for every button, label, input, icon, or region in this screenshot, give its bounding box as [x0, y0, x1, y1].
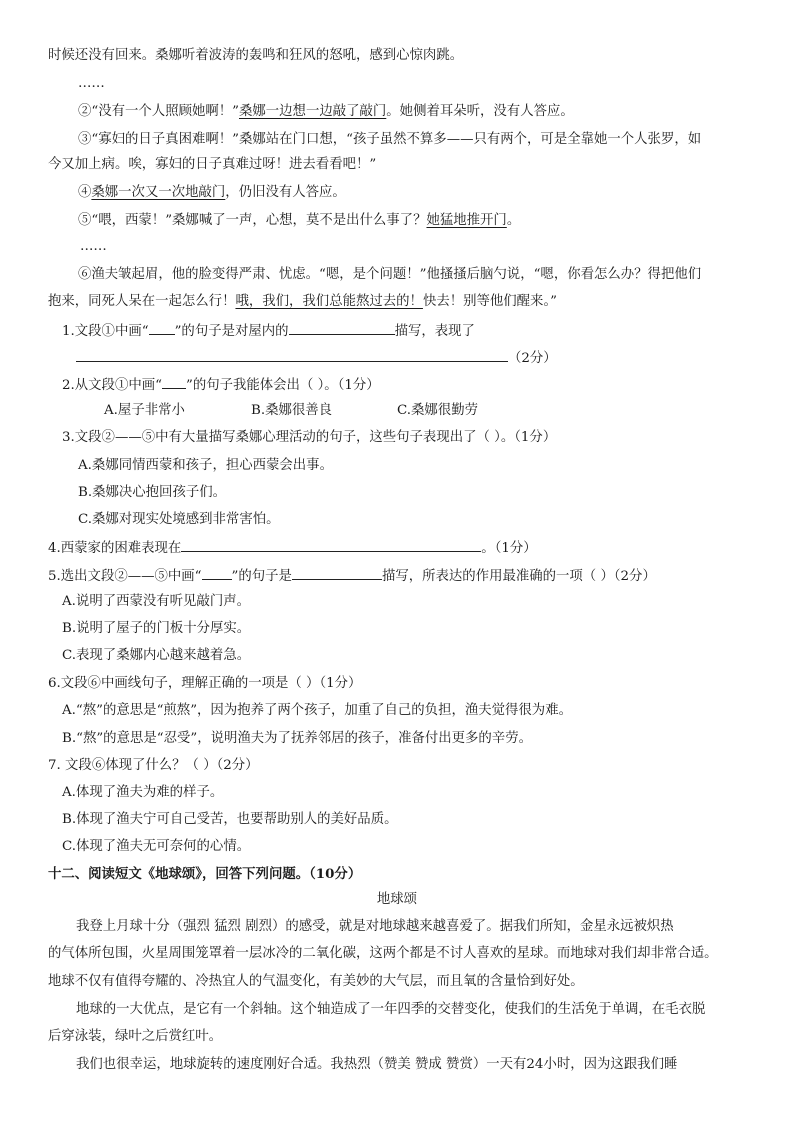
paragraph-6-line-1: ⑥渔夫皱起眉，他的脸变得严肃、忧虑。“嗯，是个问题！”他搔搔后脑勺说，“嗯，你看怎么办？得把他们 — [78, 267, 702, 282]
question-2 — [62, 375, 380, 395]
q5-mark-blank — [202, 566, 232, 580]
p2-text-b: 。她侧着耳朵听，没有人答应。 — [386, 104, 574, 119]
question-4 — [48, 538, 537, 558]
paragraph-6-line-2 — [48, 293, 557, 311]
q5-option-b[interactable]: B.说明了屋子的门板十分厚实。 — [62, 621, 251, 636]
q1-answer-blank-2[interactable] — [76, 348, 508, 362]
article-para-2-line-1: 地球的一大优点，是它有一个斜轴。这个轴造成了一年四季的交替变化，使我们的生活免于单调，在毛衣脱 — [76, 1002, 706, 1017]
q5-option-c[interactable]: C.表现了桑娜内心越来越着急。 — [62, 648, 251, 663]
q1-score: （2分） — [508, 351, 557, 366]
q5-text-b: ”的句子是 — [231, 569, 292, 584]
article-para-1-line-1: 我登上月球十分（强烈 猛烈 剧烈）的感受，就是对地球越来越喜爱了。据我们所知，金星永远被炽热 — [76, 919, 674, 934]
q1-text-a: 1.文段①中画“ — [62, 324, 149, 339]
paragraph-2 — [78, 103, 574, 121]
q3-option-c[interactable]: C.桑娜对现实处境感到非常害怕。 — [78, 512, 280, 527]
paragraph-3-line-1: ③“寡妇的日子真困难啊！”桑娜站在门口想，“孩子虽然不算多——只有两个，可是全靠她一个人张罗，如 — [78, 132, 702, 147]
p5-text-a: ⑤“喂，西蒙！”桑娜喊了一声，心想，莫不是出什么事了？ — [78, 213, 427, 228]
question-6: 6.文段⑥中画线句子，理解正确的一项是（ ）（1分） — [48, 676, 362, 691]
paragraph-3-line-2: 今又加上病。唉，寡妇的日子真难过呀！进去看看吧！” — [48, 157, 377, 172]
q5-text-c: 描写，所表达的作用最准确的一项（ ）（2分） — [381, 569, 656, 584]
article-para-2-line-2: 后穿泳装，绿叶之后赏红叶。 — [48, 1029, 223, 1044]
q3-option-b[interactable]: B.桑娜决心抱回孩子们。 — [78, 485, 227, 500]
q5-option-a[interactable]: A.说明了西蒙没有听见敲门声。 — [62, 594, 251, 609]
p4-underlined: 桑娜一次又一次地敲门 — [91, 185, 226, 200]
q5-answer-blank[interactable] — [292, 566, 382, 580]
q1-answer-blank[interactable] — [289, 321, 395, 335]
question-7: 7. 文段⑥体现了什么？（ ）（2分） — [48, 758, 259, 773]
q7-option-b[interactable]: B.体现了渔夫宁可自己受苦，也要帮助别人的美好品质。 — [62, 812, 398, 827]
question-1 — [62, 321, 475, 341]
q2-mark-blank — [162, 375, 186, 389]
article-title: 地球颂 — [376, 892, 418, 907]
article-para-3-line-1: 我们也很幸运，地球旋转的速度刚好合适。我热烈（赞美 赞成 赞赏）一天有24小时，因为这跟我们睡 — [76, 1057, 678, 1072]
q4-text-a: 4.西蒙家的困难表现在 — [48, 541, 182, 556]
p5-underlined: 她猛地推开门 — [426, 213, 507, 228]
passage-line-1: 时候还没有回来。桑娜听着波涛的轰鸣和狂风的怒吼，感到心惊肉跳。 — [48, 48, 464, 63]
q1-text-b: ”的句子是对屋内的 — [174, 324, 289, 339]
q6-option-a[interactable]: A.“熬”的意思是“煎熬”，因为抱养了两个孩子，加重了自己的负担，渔夫觉得很为难。 — [62, 703, 572, 718]
q2-text-a: 2.从文段①中画“ — [62, 378, 162, 393]
p6-underlined: 哦，我们，我们总能熬过去的！ — [235, 294, 423, 309]
q7-option-a[interactable]: A.体现了渔夫为难的样子。 — [62, 785, 224, 800]
section-heading: 十二、阅读短文《地球颂》，回答下列问题。（10分） — [48, 866, 362, 882]
q1-text-c: 描写，表现了 — [394, 324, 475, 339]
p2-text-a: ②“没有一个人照顾她啊！” — [78, 104, 239, 119]
q2-option-c[interactable]: C.桑娜很勤劳 — [397, 403, 478, 418]
question-3: 3.文段②——⑤中有大量描写桑娜心理活动的句子，这些句子表现出了（ ）。（1分） — [62, 430, 557, 445]
q4-text-b: 。（1分） — [481, 541, 537, 556]
q2-text-b: ”的句子我能体会出（ ）。（1分） — [185, 378, 380, 393]
q1-mark-blank — [149, 321, 175, 335]
article-para-1-line-3: 地球不仅有值得夸耀的、冷热宜人的气温变化，有美妙的大气层，而且氧的含量恰到好处。 — [48, 974, 584, 989]
p5-text-b: 。 — [506, 213, 521, 228]
article-para-1-line-2: 的气体所包围，火星周围笼罩着一层冰冷的二氧化碳，这两个都是不讨人喜欢的星球。而地球对我们却非常合适。 — [48, 946, 718, 961]
question-5 — [48, 566, 656, 586]
p4-text-b: ，仍旧没有人答应。 — [225, 185, 346, 200]
paragraph-4 — [78, 184, 346, 202]
q4-answer-blank[interactable] — [181, 538, 481, 552]
q7-option-c[interactable]: C.体现了渔夫无可奈何的心情。 — [62, 839, 251, 854]
p6-text-a: 抱来，同死人呆在一起怎么行！ — [48, 294, 236, 309]
p4-text-a: ④ — [78, 185, 92, 200]
q3-option-a[interactable]: A.桑娜同情西蒙和孩子，担心西蒙会出事。 — [78, 458, 333, 473]
q6-option-b[interactable]: B.“熬”的意思是“忍受”，说明渔夫为了抚养邻居的孩子，准备付出更多的辛劳。 — [62, 731, 532, 746]
q2-option-a[interactable]: A.屋子非常小 — [104, 403, 185, 418]
q5-text-a: 5.选出文段②——⑤中画“ — [48, 569, 202, 584]
ellipsis: …… — [78, 76, 105, 91]
p2-underlined: 桑娜一边想一边敲了敲门 — [239, 104, 387, 119]
paragraph-5 — [78, 212, 520, 230]
q2-option-b[interactable]: B.桑娜很善良 — [251, 403, 333, 418]
question-1-line-2 — [76, 348, 557, 368]
p6-text-b: 快去！别等他们醒来。” — [422, 294, 557, 309]
ellipsis: …… — [80, 239, 107, 254]
